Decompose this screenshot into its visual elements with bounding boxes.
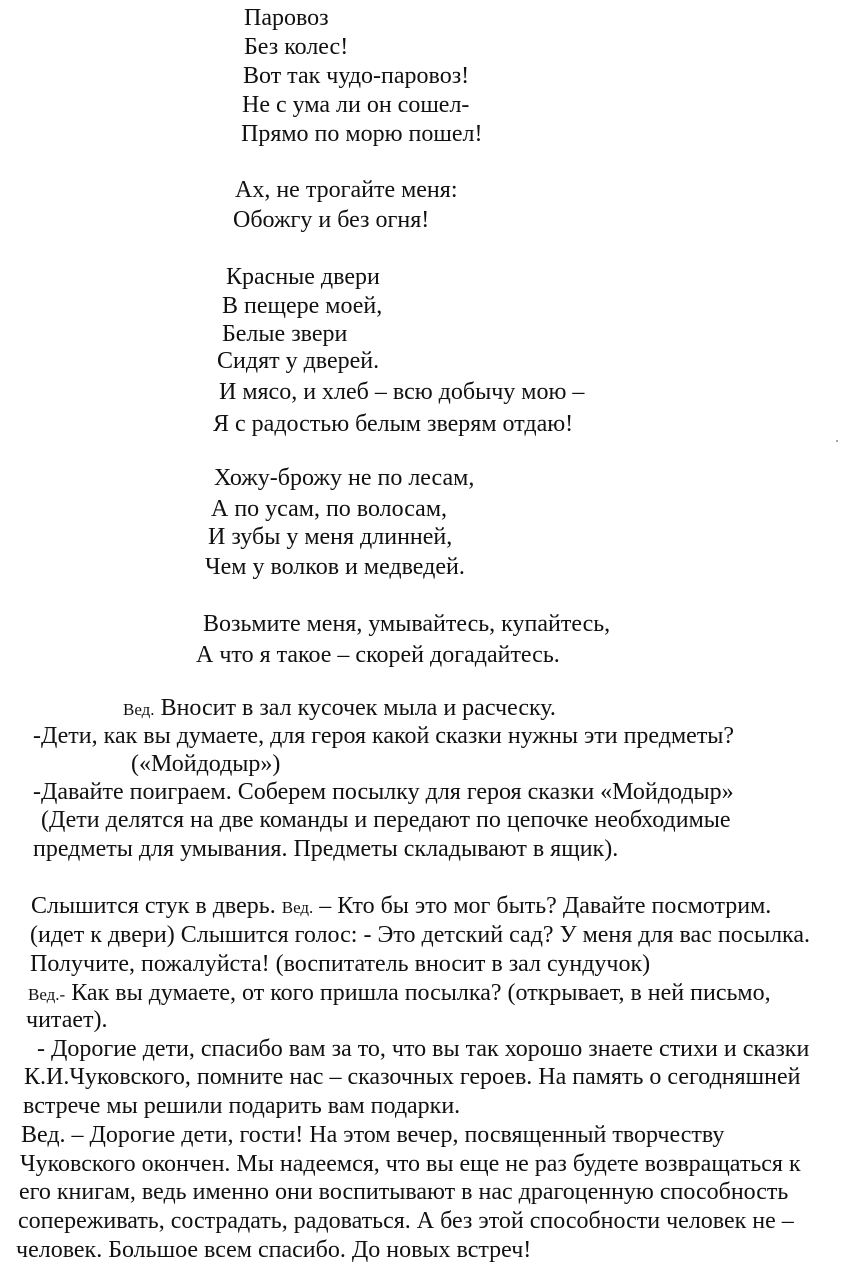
- riddle-4-line-4: Чем у волков и медведей.: [205, 554, 465, 580]
- knock-line-3: Получите, пожалуйста! (воспитатель вносит в зал сундучок): [30, 951, 651, 977]
- parcel-text: Как вы думаете, от кого пришла посылка? (открывает, в ней письмо,: [71, 980, 771, 1006]
- host-action-text: Вносит в зал кусочек мыла и расческу.: [160, 695, 556, 721]
- parcel-line-2: читает).: [26, 1007, 108, 1033]
- riddle-3-line-2: В пещере моей,: [222, 293, 383, 319]
- scan-speck: [836, 440, 838, 442]
- letter-line-2: К.И.Чуковского, помните нас – сказочных героев. На память о сегодняшней: [24, 1064, 801, 1090]
- question-answer: («Мойдодыр»): [131, 751, 281, 777]
- host-label-2: Вед.: [281, 898, 314, 917]
- knock-text: Слышится стук в дверь.: [31, 893, 276, 919]
- riddle-3-line-5: И мясо, и хлеб – всю добычу мою –: [219, 379, 585, 405]
- closing-line-5: человек. Большое всем спасибо. До новых встреч!: [16, 1237, 532, 1263]
- riddle-1-line-3: Вот так чудо-паровоз!: [243, 63, 470, 89]
- letter-line-3: встрече мы решили подарить вам подарки.: [23, 1093, 461, 1119]
- riddle-1-line-5: Прямо по морю пошел!: [241, 121, 483, 147]
- riddle-3-line-1: Красные двери: [226, 264, 380, 290]
- riddle-1-line-2: Без колес!: [244, 34, 349, 60]
- knock-line-2: (идет к двери) Слышится голос: - Это детский сад? У меня для вас посылка.: [30, 922, 810, 948]
- closing-line-1: Вед. – Дорогие дети, гости! На этом вечер, посвященный творчеству: [21, 1122, 725, 1148]
- riddle-1-line-1: Паровоз: [244, 5, 329, 31]
- knock-line-1: [31, 892, 771, 922]
- parcel-line-1: [28, 979, 771, 1009]
- knock-host-text: – Кто бы это мог быть? Давайте посмотрим.: [319, 893, 772, 919]
- game-line-3: предметы для умывания. Предметы складывают в ящик).: [33, 836, 619, 862]
- riddle-3-line-3: Белые звери: [222, 321, 348, 347]
- riddle-1-line-4: Не с ума ли он сошел-: [242, 92, 470, 118]
- game-line-1: -Давайте поиграем. Соберем посылку для героя сказки «Мойдодыр»: [33, 779, 734, 805]
- closing-line-4: сопереживать, сострадать, радоваться. А без этой способности человек не –: [18, 1208, 794, 1234]
- closing-line-2: Чуковского окончен. Мы надеемся, что вы еще не раз будете возвращаться к: [20, 1151, 801, 1177]
- game-line-2: (Дети делятся на две команды и передают по цепочке необходимые: [41, 807, 731, 833]
- riddle-4-line-2: А по усам, по волосам,: [211, 496, 448, 522]
- riddle-2-line-2: Обожгу и без огня!: [233, 207, 430, 233]
- closing-line-3: его книгам, ведь именно они воспитывают в нас драгоценную способность: [19, 1179, 789, 1205]
- riddle-3-line-6: Я с радостью белым зверям отдаю!: [213, 411, 574, 437]
- riddle-5-line-1: Возьмите меня, умывайтесь, купайтесь,: [203, 611, 611, 637]
- letter-line-1: - Дорогие дети, спасибо вам за то, что вы так хорошо знаете стихи и сказки: [37, 1036, 810, 1062]
- question-line-1: -Дети, как вы думаете, для героя какой сказки нужны эти предметы?: [33, 723, 735, 749]
- host-label-3: Вед.-: [28, 985, 66, 1004]
- riddle-4-line-1: Хожу-брожу не по лесам,: [214, 465, 475, 491]
- riddle-3-line-4: Сидят у дверей.: [217, 348, 380, 374]
- host-action: [123, 694, 556, 724]
- riddle-4-line-3: И зубы у меня длинней,: [208, 524, 453, 550]
- riddle-2-line-1: Ах, не трогайте меня:: [235, 177, 458, 203]
- host-label: Вед.: [123, 700, 155, 719]
- riddle-5-line-2: А что я такое – скорей догадайтесь.: [196, 642, 560, 668]
